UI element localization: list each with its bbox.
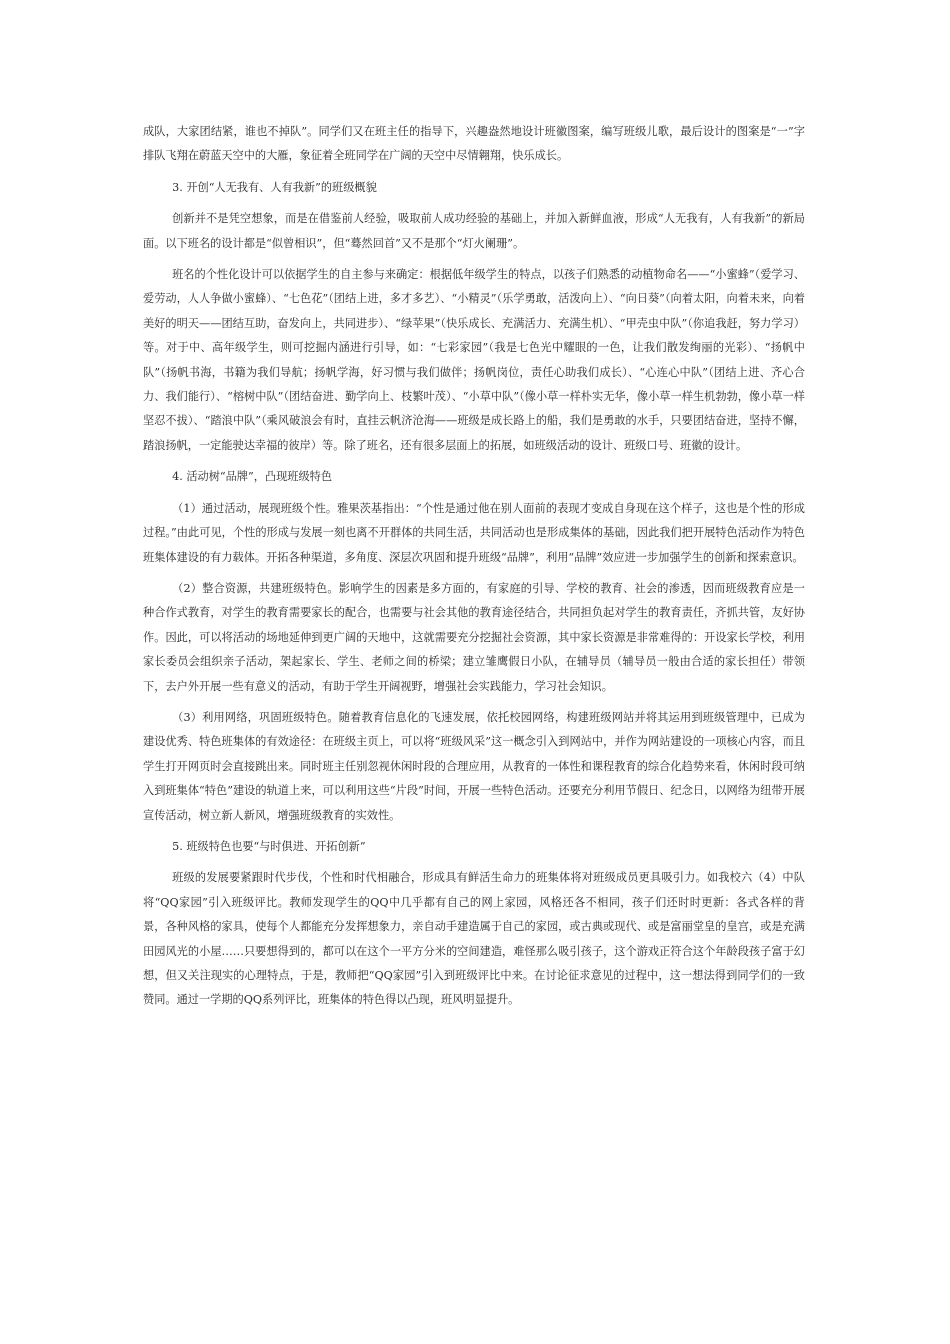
document-body [143, 120, 805, 1020]
section-heading-3: 3. 开创“人无我有、人有我新”的班级概貌 [172, 180, 377, 194]
paragraph-network: （3）利用网络，巩固班级特色。随着教育信息化的飞速发展，依托校园网络，构建班级网站并将其运用到班级管理中，已成为建设优秀、特色班集体的有效途径：在班级主页上，可以将“班级风采”这一概念引入到网站中，并作为网站建设的一项核心内容，而且学生打开网页时会直接跳出来。同时班主任别忽视休闲时段的合理应用，从教育的一体性和课程教育的综合化趋势来看，休闲时段可纳入到班集体“特色”建设的轨道上来，可以利用这些“片段”时间，开展一些特色活动。还要充分利用节假日、纪念日，以网络为纽带开展宣传活动，树立新人新风，增强班级教育的实效性。 [143, 710, 805, 822]
paragraph-innovation: 创新并不是凭空想象，而是在借鉴前人经验，吸取前人成功经验的基础上，并加入新鲜血液，形成“人无我有，人有我新”的新局面。以下班名的设计都是“似曾相识”，但“蓦然回首”又不是那个“灯火阑珊”。 [143, 212, 805, 250]
paragraph-class-names: 班名的个性化设计可以依据学生的自主参与来确定：根据低年级学生的特点，以孩子们熟悉的动植物命名——“小蜜蜂”（爱学习、爱劳动，人人争做小蜜蜂）、“七色花”（团结上进，多才多艺）、“小精灵”（乐学勇敢，活泼向上）、“向日葵”（向着太阳，向着未来，向着美好的明天——团结互助，奋发向上，共同进步）、“绿苹果”（快乐成长、充满活力、充满生机）、“甲壳虫中队”（你追我赶，努力学习）等。对于中、高年级学生，则可挖掘内涵进行引导，如：“七彩家园”（我是七色光中耀眼的一色，让我们散发绚丽的光彩）、“扬帆中队”（扬帆书海，书籍为我们导航；扬帆学海，好习惯与我们做伴；扬帆岗位，责任心助我们成长）、“心连心中队”（团结上进、齐心合力、我们能行）、“榕树中队”（团结奋进、勤学向上、枝繁叶茂）、“小草中队”（像小草一样朴实无华，像小草一样生机勃勃，像小草一样坚忍不拔）、“踏浪中队”（乘风破浪会有时，直挂云帆济沧海——班级是成长路上的船，我们是勇敢的水手，只要团结奋进，坚持不懈，踏浪扬帆，一定能驶达幸福的彼岸）等。除了班名，还有很多层面上的拓展，如班级活动的设计、班级口号、班徽的设计。 [143, 268, 805, 452]
section-heading-4: 4. 活动树“品牌”，凸现班级特色 [172, 470, 333, 484]
paragraph-continuation: 成队，大家团结紧，谁也不掉队”。同学们又在班主任的指导下，兴趣盎然地设计班徽图案，编写班级儿歌，最后设计的图案是“一”字排队飞翔在蔚蓝天空中的大雁，象征着全班同学在广阔的天空中尽情翱翔，快乐成长。 [143, 125, 805, 163]
paragraph-resources: （2）整合资源，共建班级特色。影响学生的因素是多方面的，有家庭的引导、学校的教育、社会的渗透，因而班级教育应是一种合作式教育，对学生的教育需要家长的配合，也需要与社会其他的教育途径结合，共同担负起对学生的教育责任，齐抓共管，友好协作。因此，可以将活动的场地延伸到更广阔的天地中，这就需要充分挖掘社会资源，其中家长资源是非常难得的：开设家长学校，利用家长委员会组织亲子活动，架起家长、学生、老师之间的桥梁；建立雏鹰假日小队，在辅导员（辅导员一般由合适的家长担任）带领下，去户外开展一些有意义的活动，有助于学生开阔视野，增强社会实践能力，学习社会知识。 [143, 581, 805, 693]
section-heading-5: 5. 班级特色也要“与时俱进、开拓创新” [172, 839, 366, 853]
paragraph-activities: （1）通过活动，展现班级个性。雅果茨基指出：“个性是通过他在别人面前的表现才变成自身现在这个样子，这也是个性的形成过程。”由此可见，个性的形成与发展一刻也离不开群体的共同生活，共同活动也是形成集体的基础，因此我们把开展特色活动作为特色班集体建设的有力载体。开拓各种渠道，多角度、深层次巩固和提升班级“品牌”，利用“品牌”效应进一步加强学生的创新和探索意识。 [143, 501, 805, 564]
paragraph-qq-home: 班级的发展要紧跟时代步伐，个性和时代相融合，形成具有鲜活生命力的班集体将对班级成员更具吸引力。如我校六（4）中队将“QQ家园”引入班级评比。教师发现学生的QQ中几乎都有自己的网上家园，风格还各不相同，孩子们还时时更新：各式各样的背景，各种风格的家具，使每个人都能充分发挥想象力，亲自动手建造属于自己的家园，或古典或现代、或是富丽堂皇的皇宫，或是充满田园风光的小屋……只要想得到的，都可以在这个一平方分米的空间建造，难怪那么吸引孩子，这个游戏正符合这个年龄段孩子富于幻想，但又关注现实的心理特点，于是，教师把“QQ家园”引入到班级评比中来。在讨论征求意见的过程中，这一想法得到同学们的一致赞同。通过一学期的QQ系列评比，班集体的特色得以凸现，班风明显提升。 [143, 871, 805, 1007]
